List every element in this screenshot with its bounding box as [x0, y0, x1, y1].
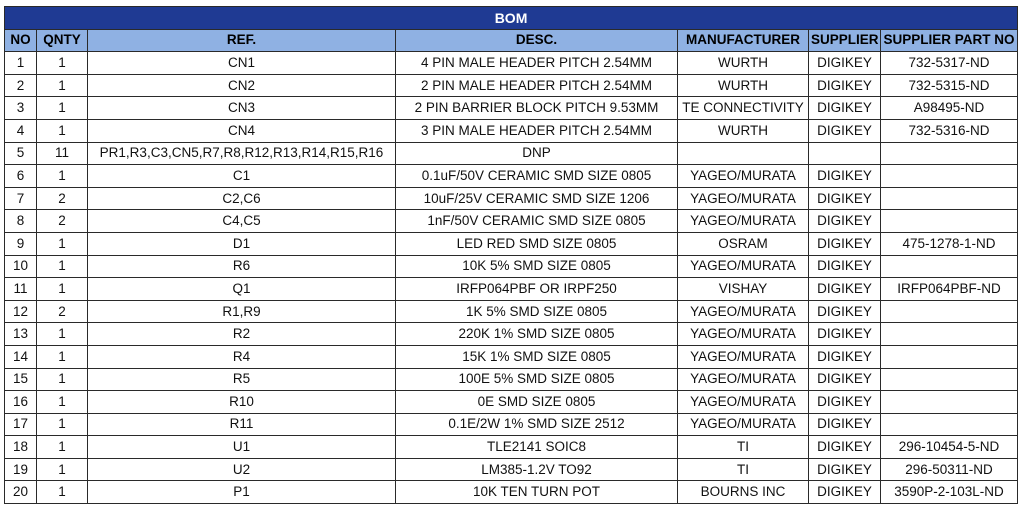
cell-manufacturer: YAGEO/MURATA — [678, 300, 809, 323]
cell-ref: R2 — [88, 323, 396, 346]
cell-supplier: DIGIKEY — [809, 52, 881, 75]
cell-no: 18 — [5, 436, 37, 459]
cell-supplier: DIGIKEY — [809, 97, 881, 120]
cell-manufacturer: YAGEO/MURATA — [678, 323, 809, 346]
cell-manufacturer: WURTH — [678, 74, 809, 97]
table-body — [5, 52, 1018, 504]
cell-supplier-part-no — [881, 413, 1018, 436]
cell-ref: C1 — [88, 165, 396, 188]
cell-manufacturer — [678, 142, 809, 165]
cell-manufacturer: TE CONNECTIVITY — [678, 97, 809, 120]
cell-no: 11 — [5, 278, 37, 301]
cell-qnty: 1 — [37, 255, 88, 278]
cell-no: 10 — [5, 255, 37, 278]
cell-supplier-part-no — [881, 255, 1018, 278]
cell-supplier: DIGIKEY — [809, 232, 881, 255]
cell-supplier-part-no: 296-50311-ND — [881, 458, 1018, 481]
column-header-qnty: QNTY — [37, 29, 88, 52]
cell-supplier: DIGIKEY — [809, 119, 881, 142]
cell-supplier: DIGIKEY — [809, 210, 881, 233]
cell-qnty: 2 — [37, 210, 88, 233]
column-header-desc: DESC. — [396, 29, 678, 52]
cell-desc: 10K TEN TURN POT — [396, 481, 678, 504]
cell-supplier-part-no — [881, 165, 1018, 188]
cell-desc: 0.1uF/50V CERAMIC SMD SIZE 0805 — [396, 165, 678, 188]
cell-supplier-part-no — [881, 345, 1018, 368]
table-row — [5, 458, 1018, 481]
cell-desc: 2 PIN BARRIER BLOCK PITCH 9.53MM — [396, 97, 678, 120]
bom-table — [4, 6, 1018, 504]
table-row — [5, 413, 1018, 436]
cell-supplier-part-no: 296-10454-5-ND — [881, 436, 1018, 459]
cell-no: 12 — [5, 300, 37, 323]
cell-desc: 1K 5% SMD SIZE 0805 — [396, 300, 678, 323]
cell-supplier-part-no: 3590P-2-103L-ND — [881, 481, 1018, 504]
cell-manufacturer: YAGEO/MURATA — [678, 413, 809, 436]
cell-qnty: 1 — [37, 232, 88, 255]
table-row — [5, 187, 1018, 210]
cell-supplier: DIGIKEY — [809, 300, 881, 323]
cell-manufacturer: YAGEO/MURATA — [678, 345, 809, 368]
cell-qnty: 1 — [37, 481, 88, 504]
cell-supplier: DIGIKEY — [809, 481, 881, 504]
cell-desc: 4 PIN MALE HEADER PITCH 2.54MM — [396, 52, 678, 75]
cell-no: 16 — [5, 391, 37, 414]
cell-supplier-part-no: 732-5317-ND — [881, 52, 1018, 75]
table-row — [5, 278, 1018, 301]
table-row — [5, 368, 1018, 391]
cell-supplier: DIGIKEY — [809, 187, 881, 210]
cell-desc: TLE2141 SOIC8 — [396, 436, 678, 459]
cell-qnty: 1 — [37, 391, 88, 414]
cell-desc: 220K 1% SMD SIZE 0805 — [396, 323, 678, 346]
cell-qnty: 1 — [37, 97, 88, 120]
cell-supplier-part-no — [881, 187, 1018, 210]
cell-qnty: 1 — [37, 74, 88, 97]
cell-desc: IRFP064PBF OR IRPF250 — [396, 278, 678, 301]
cell-supplier-part-no: 732-5316-ND — [881, 119, 1018, 142]
cell-supplier-part-no — [881, 368, 1018, 391]
cell-supplier: DIGIKEY — [809, 255, 881, 278]
cell-qnty: 1 — [37, 278, 88, 301]
cell-qnty: 2 — [37, 300, 88, 323]
cell-supplier-part-no — [881, 300, 1018, 323]
cell-supplier: DIGIKEY — [809, 323, 881, 346]
cell-no: 7 — [5, 187, 37, 210]
cell-no: 1 — [5, 52, 37, 75]
cell-supplier-part-no: IRFP064PBF-ND — [881, 278, 1018, 301]
cell-manufacturer: YAGEO/MURATA — [678, 165, 809, 188]
cell-supplier-part-no — [881, 323, 1018, 346]
cell-ref: CN2 — [88, 74, 396, 97]
cell-desc: 1nF/50V CERAMIC SMD SIZE 0805 — [396, 210, 678, 233]
cell-supplier: DIGIKEY — [809, 165, 881, 188]
cell-no: 13 — [5, 323, 37, 346]
cell-qnty: 1 — [37, 436, 88, 459]
cell-ref: D1 — [88, 232, 396, 255]
cell-ref: CN4 — [88, 119, 396, 142]
cell-supplier: DIGIKEY — [809, 345, 881, 368]
cell-desc: 15K 1% SMD SIZE 0805 — [396, 345, 678, 368]
table-row — [5, 165, 1018, 188]
table-row — [5, 300, 1018, 323]
cell-no: 5 — [5, 142, 37, 165]
cell-supplier-part-no: A98495-ND — [881, 97, 1018, 120]
cell-manufacturer: YAGEO/MURATA — [678, 368, 809, 391]
cell-ref: U2 — [88, 458, 396, 481]
cell-supplier: DIGIKEY — [809, 413, 881, 436]
cell-qnty: 1 — [37, 323, 88, 346]
cell-desc: 10K 5% SMD SIZE 0805 — [396, 255, 678, 278]
cell-desc: 0.1E/2W 1% SMD SIZE 2512 — [396, 413, 678, 436]
table-row — [5, 323, 1018, 346]
cell-no: 8 — [5, 210, 37, 233]
cell-ref: CN1 — [88, 52, 396, 75]
cell-no: 9 — [5, 232, 37, 255]
cell-desc: 0E SMD SIZE 0805 — [396, 391, 678, 414]
cell-ref: C2,C6 — [88, 187, 396, 210]
cell-supplier: DIGIKEY — [809, 436, 881, 459]
table-row — [5, 52, 1018, 75]
column-header-supplier-part-no: SUPPLIER PART NO — [881, 29, 1018, 52]
cell-desc: LED RED SMD SIZE 0805 — [396, 232, 678, 255]
cell-desc: 3 PIN MALE HEADER PITCH 2.54MM — [396, 119, 678, 142]
cell-ref: R1,R9 — [88, 300, 396, 323]
cell-supplier — [809, 142, 881, 165]
cell-ref: R4 — [88, 345, 396, 368]
cell-ref: R11 — [88, 413, 396, 436]
cell-desc: 100E 5% SMD SIZE 0805 — [396, 368, 678, 391]
column-header-manufacturer: MANUFACTURER — [678, 29, 809, 52]
cell-qnty: 11 — [37, 142, 88, 165]
cell-qnty: 2 — [37, 187, 88, 210]
cell-no: 14 — [5, 345, 37, 368]
cell-desc: DNP — [396, 142, 678, 165]
cell-ref: U1 — [88, 436, 396, 459]
table-row — [5, 142, 1018, 165]
cell-manufacturer: YAGEO/MURATA — [678, 391, 809, 414]
cell-qnty: 1 — [37, 413, 88, 436]
table-row — [5, 74, 1018, 97]
cell-desc: 10uF/25V CERAMIC SMD SIZE 1206 — [396, 187, 678, 210]
column-header-no: NO — [5, 29, 37, 52]
cell-manufacturer: YAGEO/MURATA — [678, 255, 809, 278]
bom-sheet — [4, 6, 1017, 504]
cell-manufacturer: OSRAM — [678, 232, 809, 255]
table-row — [5, 436, 1018, 459]
table-row — [5, 481, 1018, 504]
cell-no: 17 — [5, 413, 37, 436]
table-title: BOM — [5, 7, 1018, 30]
cell-qnty: 1 — [37, 52, 88, 75]
table-row — [5, 97, 1018, 120]
cell-supplier: DIGIKEY — [809, 391, 881, 414]
header-row — [5, 29, 1018, 52]
cell-manufacturer: BOURNS INC — [678, 481, 809, 504]
cell-ref: CN3 — [88, 97, 396, 120]
title-row — [5, 7, 1018, 30]
cell-supplier: DIGIKEY — [809, 74, 881, 97]
table-row — [5, 255, 1018, 278]
cell-no: 15 — [5, 368, 37, 391]
cell-manufacturer: TI — [678, 458, 809, 481]
cell-ref: Q1 — [88, 278, 396, 301]
cell-desc: 2 PIN MALE HEADER PITCH 2.54MM — [396, 74, 678, 97]
cell-qnty: 1 — [37, 368, 88, 391]
cell-no: 6 — [5, 165, 37, 188]
cell-manufacturer: YAGEO/MURATA — [678, 210, 809, 233]
cell-ref: R5 — [88, 368, 396, 391]
cell-supplier: DIGIKEY — [809, 368, 881, 391]
cell-supplier-part-no: 475-1278-1-ND — [881, 232, 1018, 255]
cell-ref: P1 — [88, 481, 396, 504]
cell-ref: R6 — [88, 255, 396, 278]
cell-supplier: DIGIKEY — [809, 278, 881, 301]
cell-supplier-part-no: 732-5315-ND — [881, 74, 1018, 97]
cell-supplier-part-no — [881, 210, 1018, 233]
cell-qnty: 1 — [37, 458, 88, 481]
cell-no: 19 — [5, 458, 37, 481]
cell-manufacturer: YAGEO/MURATA — [678, 187, 809, 210]
column-header-ref: REF. — [88, 29, 396, 52]
cell-ref: C4,C5 — [88, 210, 396, 233]
cell-manufacturer: WURTH — [678, 119, 809, 142]
table-row — [5, 210, 1018, 233]
column-header-supplier: SUPPLIER — [809, 29, 881, 52]
table-row — [5, 391, 1018, 414]
cell-supplier-part-no — [881, 142, 1018, 165]
cell-no: 3 — [5, 97, 37, 120]
cell-ref: R10 — [88, 391, 396, 414]
cell-desc: LM385-1.2V TO92 — [396, 458, 678, 481]
cell-supplier-part-no — [881, 391, 1018, 414]
cell-no: 4 — [5, 119, 37, 142]
cell-qnty: 1 — [37, 165, 88, 188]
cell-ref: PR1,R3,C3,CN5,R7,R8,R12,R13,R14,R15,R16 — [88, 142, 396, 165]
table-row — [5, 232, 1018, 255]
table-row — [5, 345, 1018, 368]
cell-no: 20 — [5, 481, 37, 504]
table-row — [5, 119, 1018, 142]
cell-no: 2 — [5, 74, 37, 97]
cell-supplier: DIGIKEY — [809, 458, 881, 481]
cell-qnty: 1 — [37, 119, 88, 142]
cell-manufacturer: TI — [678, 436, 809, 459]
cell-manufacturer: WURTH — [678, 52, 809, 75]
cell-qnty: 1 — [37, 345, 88, 368]
cell-manufacturer: VISHAY — [678, 278, 809, 301]
